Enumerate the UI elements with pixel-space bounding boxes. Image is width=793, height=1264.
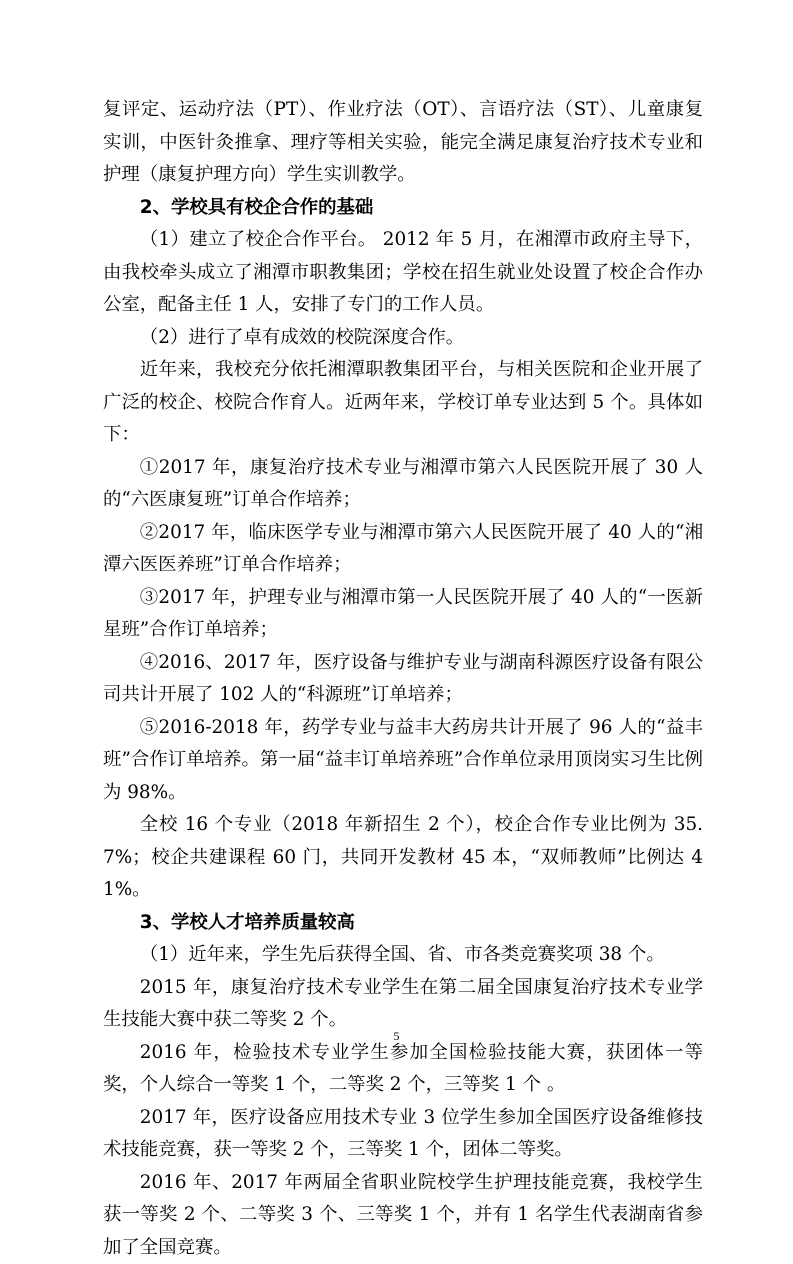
list-item: ③2017 年，护理专业与湘潭市第一人民医院开展了 40 人的“一医新星班”合作订单培养；	[103, 582, 703, 647]
section-heading-3: 3、学校人才培养质量较高	[103, 907, 703, 940]
page-number: 5	[0, 1029, 793, 1044]
list-item: ⑤2016-2018 年，药学专业与益丰大药房共计开展了 96 人的“益丰班”合作订单培养。第一届“益丰订单培养班”合作单位录用顶岗实习生比例为 98%。	[103, 712, 703, 810]
list-item: ①2017 年，康复治疗技术专业与湘潭市第六人民医院开展了 30 人的“六医康复班”订单合作培养；	[103, 452, 703, 517]
paragraph: 2016 年、2017 年两届全省职业院校学生护理技能竞赛，我校学生获一等奖 2 个、二等奖 3 个、三等奖 1 个，并有 1 名学生代表湖南省参加了全国竞赛。	[103, 1167, 703, 1264]
list-item: ④2016、2017 年，医疗设备与维护专业与湖南科源医疗设备有限公司共计开展了 102 人的“科源班”订单培养；	[103, 647, 703, 712]
paragraph: 全校 16 个专业（2018 年新招生 2 个），校企合作专业比例为 35.7%；校企共建课程 60 门，共同开发教材 45 本，“双师教师”比例达 41%。	[103, 809, 703, 907]
list-item: ②2017 年，临床医学专业与湘潭市第六人民医院开展了 40 人的“湘潭六医医养班”订单合作培养；	[103, 517, 703, 582]
paragraph: （2）进行了卓有成效的校院深度合作。	[103, 322, 703, 355]
paragraph: 2015 年，康复治疗技术专业学生在第二届全国康复治疗技术专业学生技能大赛中获二等奖 2 个。	[103, 972, 703, 1037]
page-body	[103, 94, 703, 1264]
paragraph: （1）近年来，学生先后获得全国、省、市各类竞赛奖项 38 个。	[103, 939, 703, 972]
paragraph: （1）建立了校企合作平台。 2012 年 5 月，在湘潭市政府主导下，由我校牵头成立了湘潭市职教集团；学校在招生就业处设置了校企合作办公室，配备主任 1 人，安排了专门的工作人员。	[103, 224, 703, 322]
paragraph: 2016 年，检验技术专业学生参加全国检验技能大赛，获团体一等奖，个人综合一等奖 1 个，二等奖 2 个，三等奖 1 个 。	[103, 1037, 703, 1102]
section-heading-2: 2、学校具有校企合作的基础	[103, 192, 703, 225]
paragraph: 近年来，我校充分依托湘潭职教集团平台，与相关医院和企业开展了广泛的校企、校院合作育人。近两年来，学校订单专业达到 5 个。具体如下：	[103, 354, 703, 452]
paragraph-intro: 复评定、运动疗法（PT）、作业疗法（OT）、言语疗法（ST）、儿童康复实训，中医针灸推拿、理疗等相关实验，能完全满足康复治疗技术专业和护理（康复护理方向）学生实训教学。	[103, 94, 703, 192]
paragraph: 2017 年，医疗设备应用技术专业 3 位学生参加全国医疗设备维修技术技能竞赛，获一等奖 2 个，三等奖 1 个，团体二等奖。	[103, 1102, 703, 1167]
